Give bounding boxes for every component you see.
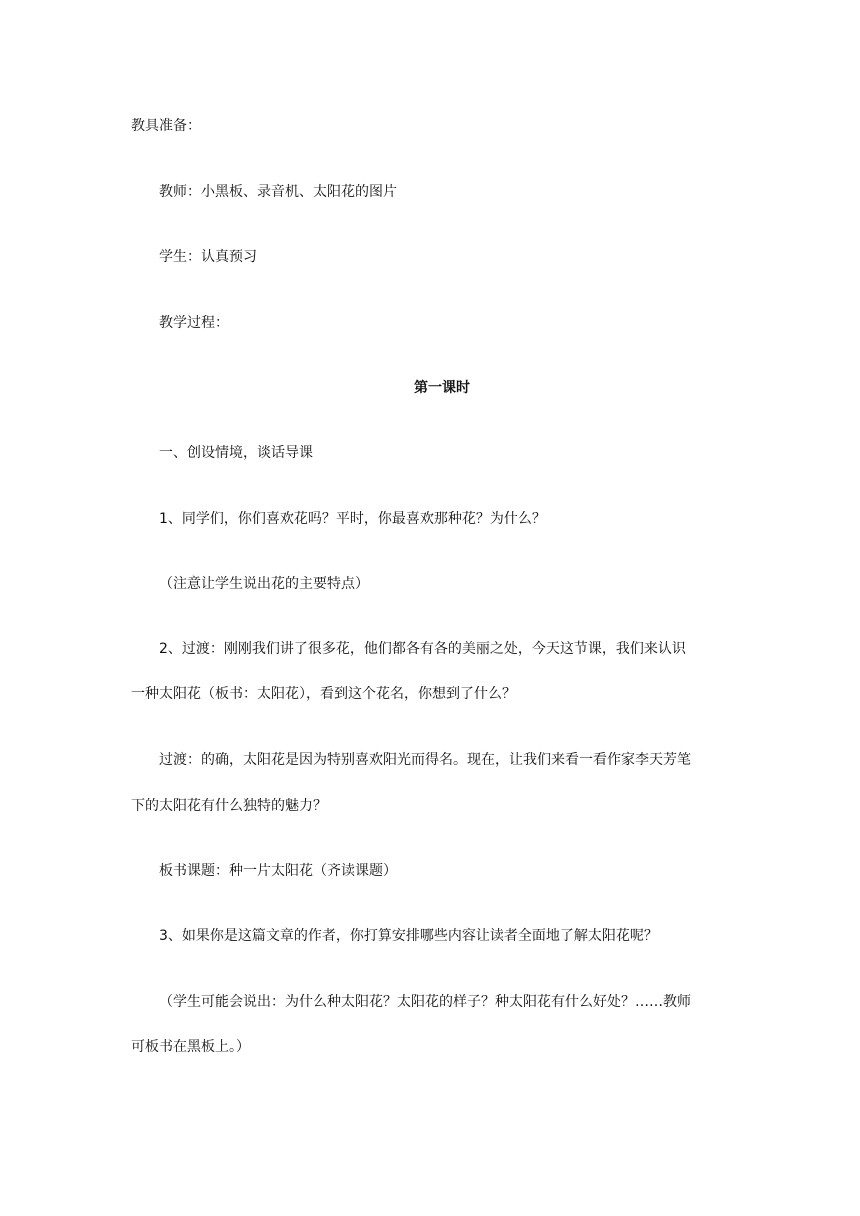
prep-heading: 教具准备：: [131, 118, 201, 134]
transition-line-1: 过渡：的确，太阳花是因为特别喜欢阳光而得名。现在，让我们来看一看作家李天芳笔: [159, 752, 691, 768]
transition-line-2: 下的太阳花有什么独特的魅力？: [131, 798, 327, 814]
note-1: （注意让学生说出花的主要特点）: [159, 576, 369, 592]
process-heading: 教学过程：: [159, 315, 229, 331]
teacher-items: 教师：小黑板、录音机、太阳花的图片: [159, 184, 397, 200]
paragraph-2-line-2: 一种太阳花（板书：太阳花），看到这个花名，你想到了什么？: [131, 686, 516, 702]
student-items: 学生：认真预习: [159, 249, 257, 265]
board-title: 板书课题：种一片太阳花（齐读课题）: [159, 863, 397, 879]
question-1: 1、同学们，你们喜欢花吗？平时，你最喜欢那种花？为什么？: [159, 511, 546, 527]
lesson-title: 第一课时: [414, 380, 470, 396]
note-3-line-1: （学生可能会说出：为什么种太阳花？太阳花的样子？种太阳花有什么好处？……教师: [159, 994, 691, 1010]
note-3-line-2: 可板书在黑板上。）: [131, 1039, 250, 1055]
question-3: 3、如果你是这篇文章的作者，你打算安排哪些内容让读者全面地了解太阳花呢？: [159, 928, 658, 944]
section1-heading: 一、创设情境，谈话导课: [159, 445, 313, 461]
paragraph-2-line-1: 2、过渡：刚刚我们讲了很多花，他们都各有各的美丽之处，今天这节课，我们来认识: [159, 641, 686, 657]
